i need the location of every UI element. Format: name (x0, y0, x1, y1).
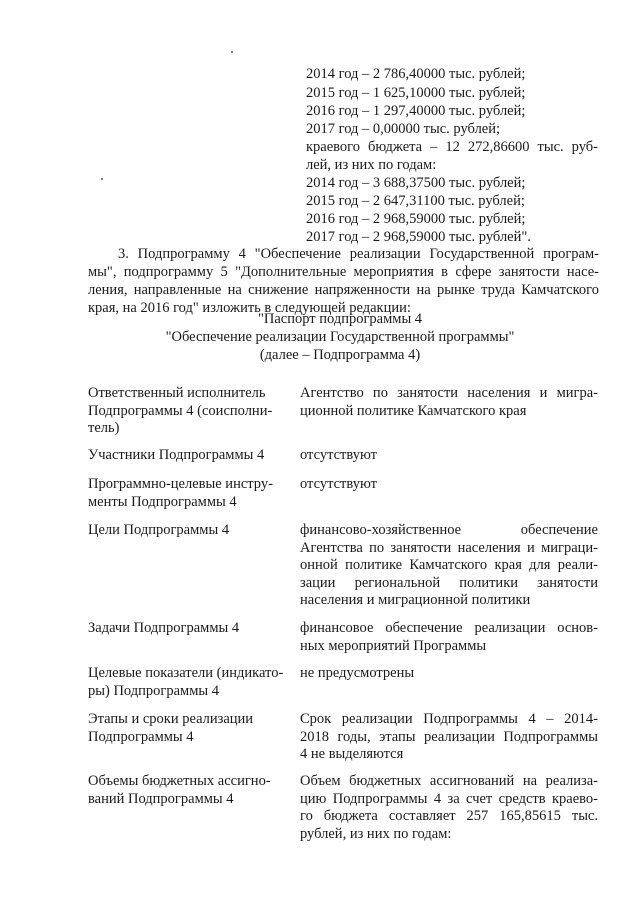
value-line: отсутствуют (300, 476, 377, 492)
table-row-label (88, 620, 293, 638)
passport-title: "Паспорт подпрограммы 4 (257, 311, 423, 327)
scan-speck (231, 51, 233, 53)
scan-speck (101, 178, 103, 180)
value-line: населения и миграционной политики (300, 592, 531, 608)
budget-line: 2015 год – 2 647,31100 тыс. рублей; (306, 193, 525, 209)
label-line: Объемы бюджетных ассигно- (88, 773, 271, 789)
value-line: зации региональной политики занятости (300, 574, 598, 591)
budget-line: 2016 год – 2 968,59000 тыс. рублей; (306, 211, 526, 227)
value-line: онной политике Камчатского края для реали- (300, 557, 598, 573)
table-row-label (88, 711, 293, 746)
value-line: финансово-хозяйственное обеспечение (300, 522, 598, 538)
budget-line: краевого бюджета – 12 272,86600 тыс. руб- (306, 139, 598, 155)
table-row-label (88, 385, 293, 438)
table-row-label (88, 773, 293, 808)
table-row-value (300, 620, 598, 655)
label-line: Подпрограммы 4 (соисполни- (88, 402, 273, 419)
value-line: Агентства по занятости населения и миграци- (300, 539, 598, 556)
label-line: тель) (88, 420, 120, 436)
table-row-value (300, 773, 598, 843)
paragraph-line: ления, направленные на снижение напряженности на рынке труда Камчатского (88, 282, 599, 298)
label-line: ры) Подпрограммы 4 (88, 682, 219, 699)
value-line: не предусмотрены (300, 665, 415, 681)
value-line: ных мероприятий Программы (300, 637, 487, 654)
budget-line: лей, из них по годам: (306, 157, 437, 173)
label-line: менты Подпрограммы 4 (88, 493, 237, 510)
table-row-label (88, 447, 293, 465)
budget-line: 2014 год – 3 688,37500 тыс. рублей; (306, 175, 526, 191)
table-row-value (300, 447, 598, 465)
value-line: Агентство по занятости населения и мигра- (300, 385, 598, 401)
value-line: 2018 годы, этапы реализации Подпрограммы (300, 728, 598, 745)
passport-note: (далее – Подпрограмма 4) (259, 347, 421, 363)
passport-subtitle: "Обеспечение реализации Государственной программы" (165, 329, 515, 345)
label-line: Программно-целевые инстру- (88, 476, 273, 492)
table-row-value (300, 665, 598, 683)
paragraph-line: края, на 2016 год" изложить в следующей редакции: (88, 300, 411, 316)
budget-line: 2016 год – 1 297,40000 тыс. рублей; (306, 103, 526, 119)
budget-line: 2014 год – 2 786,40000 тыс. рублей; (306, 66, 526, 82)
value-line: Срок реализации Подпрограммы 4 – 2014- (300, 711, 598, 727)
table-row-label (88, 522, 293, 540)
label-line: Целевые показатели (индикато- (88, 665, 284, 681)
value-line: Объем бюджетных ассигнований на реализа- (300, 773, 598, 789)
label-line: Задачи Подпрограммы 4 (88, 620, 240, 636)
value-line: отсутствуют (300, 447, 377, 463)
value-line: 4 не выделяются (300, 746, 404, 762)
table-row-value (300, 385, 598, 420)
value-line: цию Подпрограммы 4 за счет средств краево- (300, 790, 598, 807)
table-row-label (88, 665, 293, 700)
paragraph-line: мы", подпрограмму 5 "Дополнительные мероприятия в сфере занятости насе- (88, 264, 599, 280)
label-line: ваний Подпрограммы 4 (88, 790, 234, 807)
paragraph-line: 3. Подпрограмму 4 "Обеспечение реализации Государственной програм- (118, 246, 599, 262)
label-line: Ответственный исполнитель (88, 385, 266, 401)
budget-line: 2017 год – 0,00000 тыс. рублей; (306, 121, 501, 137)
value-line: ционной политике Камчатского края (300, 402, 527, 419)
label-line: Участники Подпрограммы 4 (88, 447, 265, 463)
table-row-value (300, 476, 598, 494)
value-line: го бюджета составляет 257 165,85615 тыс. (300, 808, 598, 824)
budget-line: 2015 год – 1 625,10000 тыс. рублей; (306, 85, 526, 101)
label-line: Подпрограммы 4 (88, 728, 194, 745)
table-row-value (300, 711, 598, 764)
budget-line: 2017 год – 2 968,59000 тыс. рублей". (306, 229, 531, 245)
label-line: Этапы и сроки реализации (88, 711, 254, 727)
value-line: рублей, из них по годам: (300, 825, 452, 842)
label-line: Цели Подпрограммы 4 (88, 522, 230, 538)
value-line: финансовое обеспечение реализации основ- (300, 620, 598, 636)
table-row-label (88, 476, 293, 511)
table-row-value (300, 522, 598, 610)
